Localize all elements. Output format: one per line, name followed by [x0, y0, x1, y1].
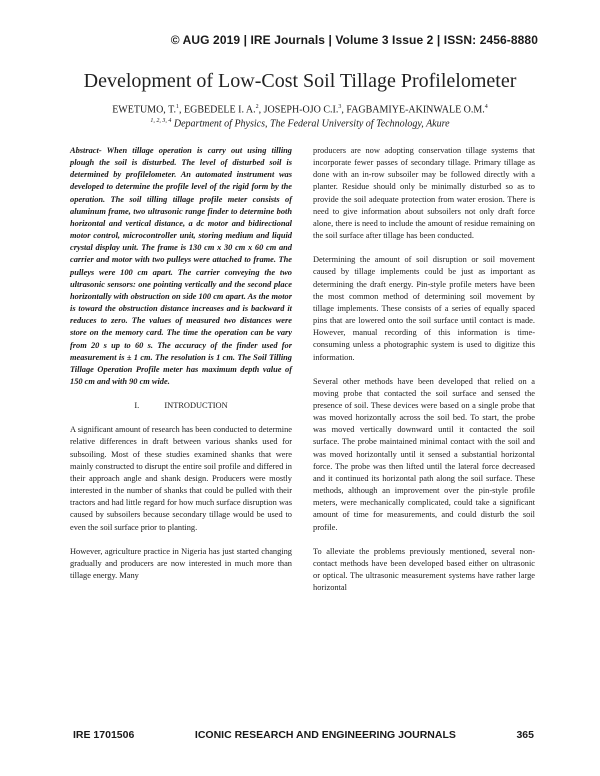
affiliation-text: Department of Physics, The Federal University of Technology, Akure [171, 118, 450, 130]
abstract [70, 145, 292, 388]
abstract-text: When tillage operation is carry out using tilling plough the soil is disturbed. The level of disturbed soil is determined by profilelometer. An automated instrument was developed to determine the profile level of the rigid form by the operation. The soil tilling tillage profile meter consists of aluminum frame, two ultrasonic range finder to determine both horizontal and vertical distance, a dc motor and bidirectional motor control, microcontroller unit, storing medium and liquid crystal display unit. The frame is 130 cm x 30 cm x 60 cm and carrier and motor with two pulleys were attached to frame. The pulleys were 100 cm apart. The carrier conveying the two ultrasonic sensors: one pointing vertically and the second place horizontally with obstruction on side 100 cm apart. As the motor is toward the obstruction distance increases and is backward it reduces to zero. The values of measured two distances were store on the memory card. The time the operation can be vary from 20 s up to 60 s. The accuracy of the finder used for measurement is ± 1 cm. The resolution is 1 cm. The Soil Tilling Tillage Operation Profile meter has maximum depth value of 150 cm and with 90 cm wide. [70, 146, 292, 386]
abstract-label: Abstract- [70, 146, 102, 155]
page-footer [73, 729, 534, 741]
author-list [0, 104, 600, 115]
paragraph: producers are now adopting conservation tillage systems that incorporate fewer passes of secondary tillage. Primary tillage as done with an in-row subsoiler may be followed directly with a planter. Residue should only be minimally disturbed so as to provide the soil adequate protection from water erosion. There is need to give information about subsoilers not only draft force alone, there is need to include the amount of residue remaining on the soil surface after tillage has been conducted. [313, 146, 535, 241]
paragraph: To alleviate the problems previously mentioned, several non-contact methods have been developed based either on ultrasonic or optical. The ultrasonic measurement systems have rather large horizontal [313, 546, 535, 593]
author-sup: 1 [175, 104, 179, 110]
author-name: , EGBEDELE I. A. [178, 104, 256, 116]
left-column [70, 145, 292, 582]
paper-title: Development of Low-Cost Soil Tillage Profilelometer [83, 70, 517, 92]
paragraph: Several other methods have been developed that relied on a moving probe that contacted the soil surface and sensed the presence of soil. These devices were based on a single probe that was moved horizontally across the soil bed. To start, the probe was moved vertically downward until it contacted the soil surface. The probe maintained minimal contact with the soil and was moved horizontally until it sensed a substantial horizontal force. The probe was then lifted until the lateral force decreased and it continued its horizontal path along the soil surface. These methods, although an improvement over the pin-style profile meters, were mechanically complicated, could take a significant amount of time for measurements, and could disturb the soil profile. [313, 376, 535, 532]
paragraph: Determining the amount of soil disruption or soil movement caused by tillage implements could be just as important as determining the draft energy. Pin-style profile meters have been the most common method of determining soil movement by tillage implements. These consists of a series of equally spaced pins that are lowered onto the soil surface until contact is made. However, manual recording of this information is time-consuming unless a photographic system is used to digitize this information. [313, 255, 535, 362]
affiliation-sup: 1, 2, 3, 4 [150, 118, 172, 124]
affiliation [0, 118, 600, 129]
author-name: , JOSEPH-OJO C.I. [258, 104, 339, 116]
paper-id: IRE 1701506 [73, 729, 135, 741]
right-column [313, 145, 535, 594]
paragraph: A significant amount of research has been conducted to determine relative differences in draft between various shanks used for subsoiling. Most of these studies examined shanks that were mainly constructed to disrupt the entire soil profile and differed in their approach angle and shank design. Producers were mostly interested in the number of shanks that could be pulled with their tractors and had little regard for how much surface disruption was caused by subsoilers because secondary tillage would be used to even the soil surface prior to planting. [70, 425, 292, 532]
paragraph: However, agriculture practice in Nigeria has just started changing gradually and producers are now interested in much more than tillage energy. Many [70, 546, 292, 580]
author-sup: 3 [338, 104, 342, 110]
journal-header: © AUG 2019 | IRE Journals | Volume 3 Issue 2 | ISSN: 2456-8880 [170, 33, 538, 47]
author-sup: 4 [484, 104, 488, 110]
page-number: 365 [516, 729, 534, 741]
section-heading-introduction: I. INTRODUCTION [134, 401, 228, 411]
author-sup: 2 [255, 104, 259, 110]
author-name: EWETUMO, T. [112, 104, 176, 116]
author-name: , FAGBAMIYE-AKINWALE O.M. [341, 104, 485, 116]
journal-name: ICONIC RESEARCH AND ENGINEERING JOURNALS [194, 729, 456, 741]
